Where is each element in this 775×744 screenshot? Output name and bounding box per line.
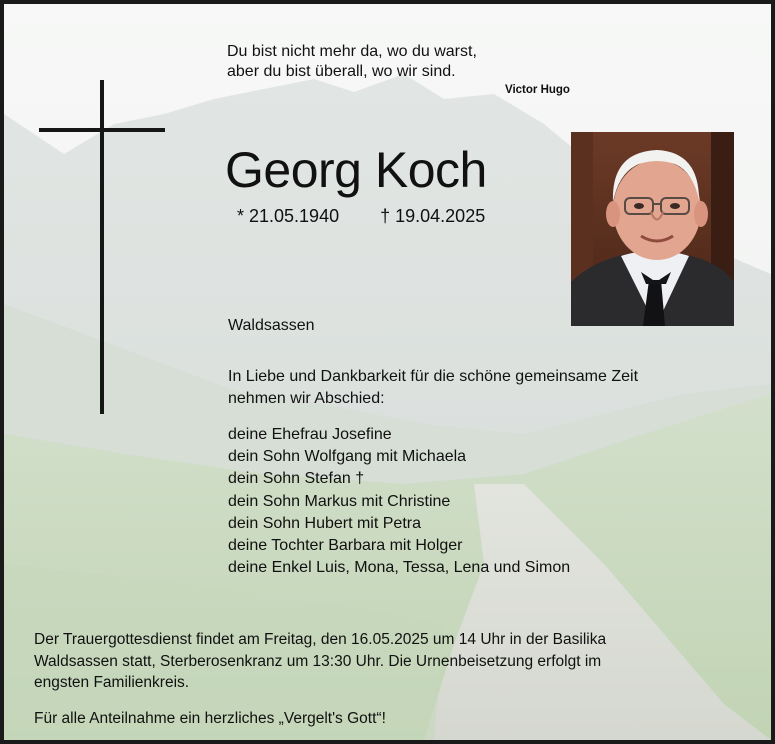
list-item: deine Tochter Barbara mit Holger — [228, 537, 463, 555]
mourners-list — [228, 424, 570, 579]
deceased-name: Georg Koch — [225, 142, 487, 198]
birth-date: * 21.05.1940 — [237, 206, 340, 226]
quote-line: Du bist nicht mehr da, wo du warst, — [227, 43, 477, 60]
list-item: deine Enkel Luis, Mona, Tessa, Lena und Simon — [228, 559, 571, 577]
list-item: dein Sohn Stefan † — [228, 470, 365, 488]
service-line: Der Trauergottesdienst findet am Freitag, den 16.05.2025 um 14 Uhr in der Basilika — [34, 631, 607, 648]
place-of-residence: Waldsassen — [228, 317, 315, 334]
thanks-note: Für alle Anteilnahme ein herzliches „Vergelt's Gott“! — [34, 710, 386, 727]
service-line: engsten Familienkreis. — [34, 674, 190, 691]
farewell-line: In Liebe und Dankbarkeit für die schöne gemeinsame Zeit — [228, 368, 639, 385]
quote-author: Victor Hugo — [505, 84, 570, 96]
service-line: Waldsassen statt, Sterberosenkranz um 13:30 Uhr. Die Urnenbeisetzung erfolgt im — [34, 652, 602, 670]
farewell-text — [228, 366, 638, 410]
list-item: dein Sohn Hubert mit Petra — [228, 514, 421, 532]
quote-line: aber du bist überall, wo wir sind. — [227, 63, 456, 80]
quote — [227, 42, 477, 82]
list-item: dein Sohn Markus mit Christine — [228, 492, 451, 510]
portrait-photo — [571, 132, 734, 326]
obituary-notice — [4, 4, 771, 740]
list-item: deine Ehefrau Josefine — [228, 426, 392, 443]
cross-icon-crossbar — [39, 128, 165, 132]
death-date: † 19.04.2025 — [380, 206, 486, 226]
funeral-service-info — [34, 629, 606, 694]
life-dates — [237, 206, 485, 227]
list-item: dein Sohn Wolfgang mit Michaela — [228, 448, 467, 466]
farewell-line: nehmen wir Abschied: — [228, 390, 385, 407]
